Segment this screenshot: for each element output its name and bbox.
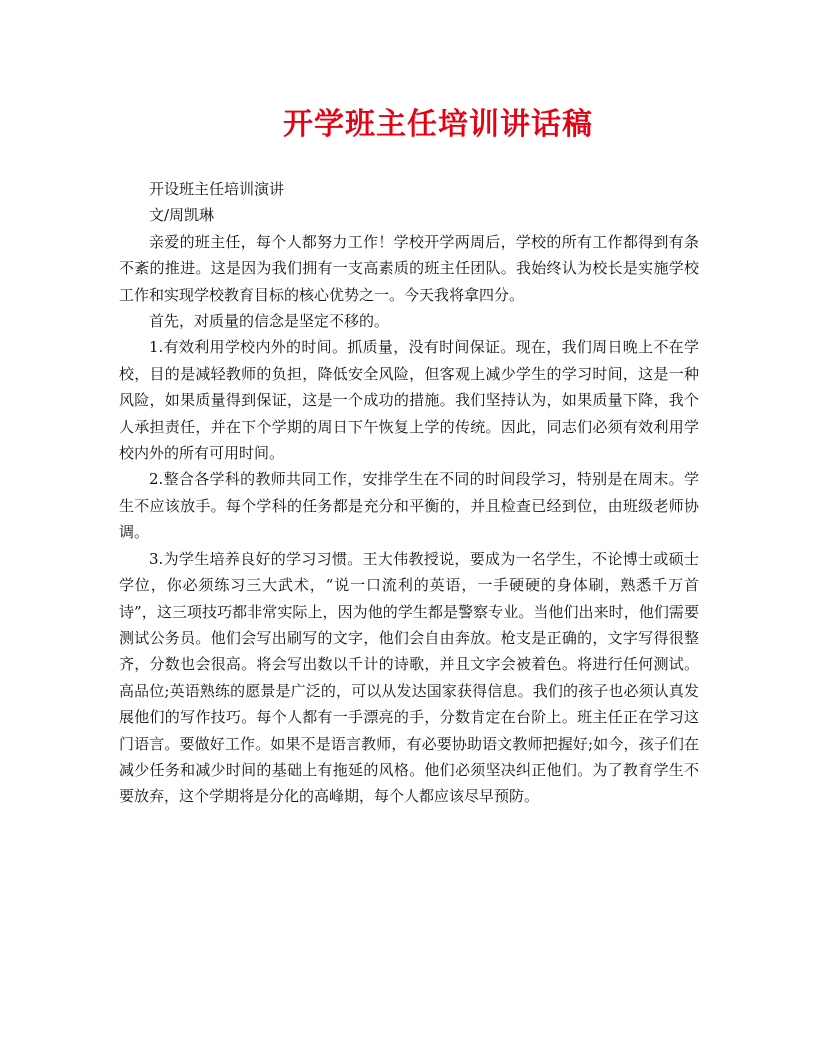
body-paragraph: 1.有效利用学校内外的时间。抓质量，没有时间保证。现在，我们周日晚上不在学校，目的是减轻教师的负担，降低安全风险，但客观上减少学生的学习时间，这是一种风险，如果质量得到保证，这是一个成功的措施。我们坚持认为，如果质量下降，我个人承担责任，并在下个学期的周日下午恢复上学的传统。因此，同志们必须有效利用学校内外的所有可用时间。 bbox=[119, 338, 699, 463]
body-paragraph: 亲爱的班主任，每个人都努力工作！学校开学两周后，学校的所有工作都得到有条不紊的推进。这是因为我们拥有一支高素质的班主任团队。我始终认为校长是实施学校工作和实现学校教育目标的核心优势之一。今天我将拿四分。 bbox=[119, 232, 699, 304]
subtitle-paragraph: 开设班主任培训演讲 bbox=[149, 180, 285, 198]
body-paragraph: 首先，对质量的信念是坚定不移的。 bbox=[149, 312, 390, 331]
document-title: 开学班主任培训讲话稿 bbox=[283, 107, 593, 142]
document-body bbox=[119, 176, 699, 810]
author-line: 文/周凯琳 bbox=[149, 206, 215, 225]
body-paragraph: 3.为学生培养良好的学习习惯。王大伟教授说，要成为一名学生，不论博士或硕士学位，你必须练习三大武术，“说一口流利的英语，一手硬硬的身体刷，熟悉千万首诗”，这三项技巧都非常实际上，因为他的学生都是警察专业。当他们出来时，他们需要测试公务员。他们会写出刷写的文字，他们会自由奔放。枪支是正确的，文字写得很整齐，分数也会很高。将会写出数以千计的诗歌，并且文字会被着色。将进行任何测试。高品位;英语熟练的愿景是广泛的，可以从发达国家获得信息。我们的孩子也必须认真发展他们的写作技巧。每个人都有一手漂亮的手，分数肯定在台阶上。班主任正在学习这门语言。要做好工作。如果不是语言教师，有必要协助语文教师把握好;如今，孩子们在减少任务和减少时间的基础上有拖延的风格。他们必须坚决纠正他们。为了教育学生不要放弃，这个学期将是分化的高峰期，每个人都应该尽早预防。 bbox=[119, 549, 699, 806]
body-paragraph: 2.整合各学科的教师共同工作，安排学生在不同的时间段学习，特别是在周末。学生不应该放手。每个学科的任务都是充分和平衡的，并且检查已经到位，由班级老师协调。 bbox=[119, 470, 699, 542]
